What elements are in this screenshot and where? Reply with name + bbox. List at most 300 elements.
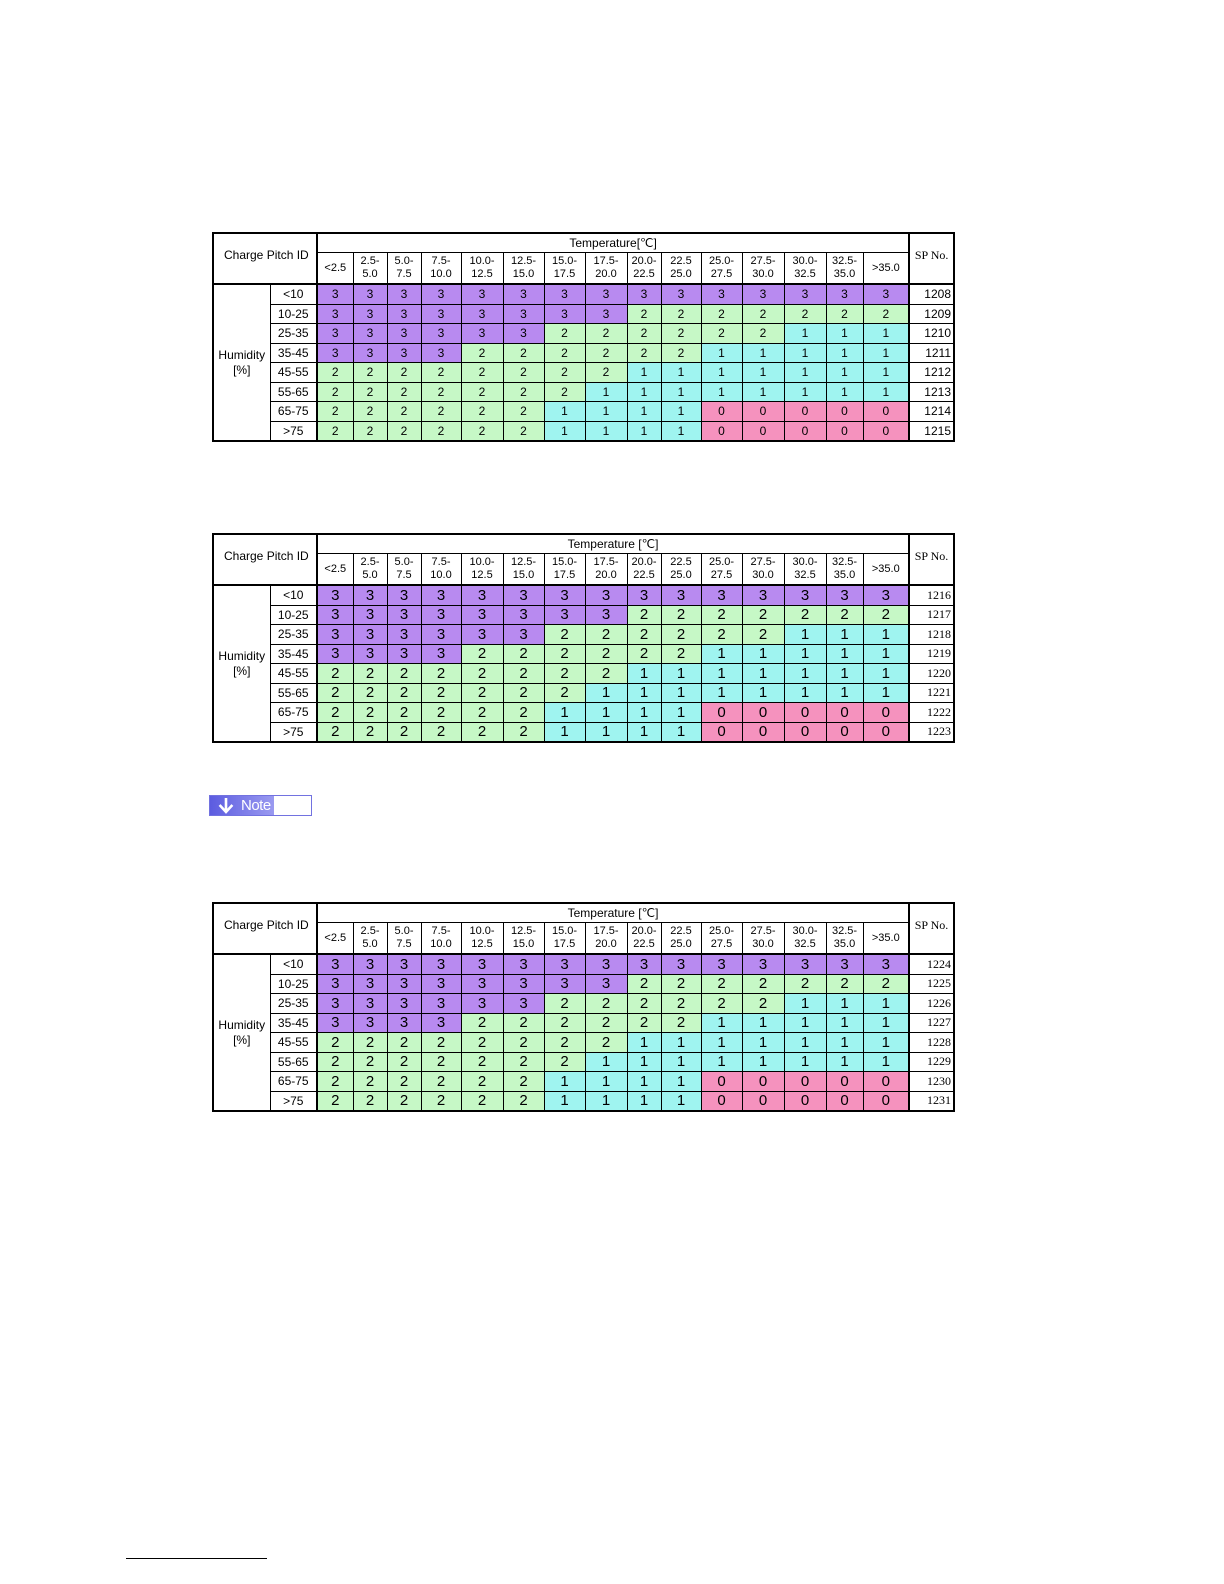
value-cell: 1 [661, 1072, 701, 1092]
sp-number-cell: 1209 [909, 304, 954, 324]
note-label: Note [241, 797, 271, 814]
value-cell: 0 [742, 402, 784, 422]
value-cell: 3 [317, 954, 353, 974]
value-cell: 0 [701, 1072, 742, 1092]
value-cell: 3 [503, 954, 544, 974]
value-cell: 1 [784, 1052, 826, 1072]
value-cell: 3 [421, 343, 461, 363]
value-cell: 2 [353, 402, 387, 422]
temperature-range-cell: 27.5- 30.0 [742, 253, 784, 285]
value-cell: 1 [784, 343, 826, 363]
value-cell: 2 [742, 324, 784, 344]
value-cell: 2 [544, 343, 585, 363]
value-cell: 3 [387, 324, 421, 344]
value-cell: 1 [742, 664, 784, 684]
value-cell: 3 [317, 343, 353, 363]
temperature-range-row [213, 554, 954, 586]
value-cell: 3 [461, 585, 503, 605]
table-row [213, 402, 954, 422]
value-cell: 0 [784, 722, 826, 742]
value-cell: 3 [461, 284, 503, 304]
value-cell: 2 [421, 683, 461, 703]
value-cell: 1 [826, 1013, 863, 1033]
value-cell: 2 [742, 304, 784, 324]
value-cell: 1 [701, 1033, 742, 1053]
temperature-range-cell: 7.5- 10.0 [421, 554, 461, 586]
value-cell: 2 [544, 644, 585, 664]
value-cell: 1 [544, 421, 585, 441]
value-cell: 1 [661, 421, 701, 441]
value-cell: 1 [784, 664, 826, 684]
value-cell: 2 [421, 363, 461, 383]
value-cell: 0 [863, 1091, 909, 1111]
value-cell: 0 [742, 703, 784, 723]
value-cell: 1 [661, 1091, 701, 1111]
value-cell: 3 [317, 994, 353, 1014]
charge-pitch-table-1 [212, 232, 955, 442]
temperature-range-cell: 20.0- 22.5 [627, 923, 661, 955]
temperature-range-cell: 32.5- 35.0 [826, 554, 863, 586]
table-row [213, 703, 954, 723]
temperature-range-cell: 12.5- 15.0 [503, 554, 544, 586]
value-cell: 3 [585, 954, 627, 974]
value-cell: 2 [461, 421, 503, 441]
value-cell: 2 [387, 402, 421, 422]
value-cell: 2 [701, 625, 742, 645]
value-cell: 3 [421, 644, 461, 664]
value-cell: 2 [387, 382, 421, 402]
value-cell: 1 [701, 664, 742, 684]
value-cell: 2 [627, 625, 661, 645]
value-cell: 1 [661, 382, 701, 402]
value-cell: 0 [701, 722, 742, 742]
temperature-range-cell: 32.5- 35.0 [826, 253, 863, 285]
value-cell: 1 [863, 382, 909, 402]
value-cell: 3 [503, 974, 544, 994]
humidity-range-cell: 25-35 [270, 324, 317, 344]
value-cell: 1 [863, 363, 909, 383]
value-cell: 3 [353, 284, 387, 304]
value-cell: 1 [585, 1072, 627, 1092]
value-cell: 1 [627, 1052, 661, 1072]
temperature-range-row [213, 923, 954, 955]
value-cell: 2 [461, 683, 503, 703]
value-cell: 1 [863, 683, 909, 703]
value-cell: 2 [701, 994, 742, 1014]
value-cell: 1 [585, 722, 627, 742]
value-cell: 1 [627, 382, 661, 402]
value-cell: 2 [317, 664, 353, 684]
value-cell: 2 [544, 324, 585, 344]
value-cell: 2 [353, 703, 387, 723]
value-cell: 1 [701, 1013, 742, 1033]
value-cell: 1 [544, 1091, 585, 1111]
sp-number-cell: 1216 [909, 585, 954, 605]
footnote-rule [126, 1558, 267, 1559]
humidity-range-cell: 25-35 [270, 625, 317, 645]
value-cell: 0 [826, 703, 863, 723]
value-cell: 1 [701, 382, 742, 402]
value-cell: 3 [353, 954, 387, 974]
value-cell: 1 [826, 625, 863, 645]
value-cell: 3 [742, 284, 784, 304]
value-cell: 1 [585, 1052, 627, 1072]
value-cell: 3 [387, 994, 421, 1014]
value-cell: 3 [353, 625, 387, 645]
value-cell: 2 [317, 1033, 353, 1053]
value-cell: 3 [317, 605, 353, 625]
value-cell: 3 [317, 974, 353, 994]
value-cell: 2 [387, 363, 421, 383]
value-cell: 2 [701, 974, 742, 994]
value-cell: 1 [784, 363, 826, 383]
value-cell: 1 [627, 363, 661, 383]
value-cell: 3 [503, 304, 544, 324]
value-cell: 3 [826, 284, 863, 304]
value-cell: 1 [784, 1033, 826, 1053]
value-cell: 2 [317, 1052, 353, 1072]
sp-number-cell: 1220 [909, 664, 954, 684]
temperature-range-cell: <2.5 [317, 253, 353, 285]
value-cell: 1 [826, 1052, 863, 1072]
value-cell: 3 [317, 324, 353, 344]
value-cell: 1 [784, 1013, 826, 1033]
sp-number-cell: 1219 [909, 644, 954, 664]
value-cell: 3 [461, 605, 503, 625]
value-cell: 2 [421, 1091, 461, 1111]
temperature-range-cell: <2.5 [317, 554, 353, 586]
value-cell: 2 [503, 1013, 544, 1033]
value-cell: 2 [387, 421, 421, 441]
value-cell: 0 [863, 402, 909, 422]
table-row [213, 1091, 954, 1111]
value-cell: 3 [387, 954, 421, 974]
value-cell: 1 [863, 664, 909, 684]
value-cell: 0 [863, 722, 909, 742]
value-cell: 2 [317, 382, 353, 402]
value-cell: 2 [353, 1072, 387, 1092]
value-cell: 2 [387, 664, 421, 684]
value-cell: 3 [627, 585, 661, 605]
value-cell: 2 [661, 343, 701, 363]
value-cell: 3 [387, 284, 421, 304]
value-cell: 3 [661, 585, 701, 605]
value-cell: 2 [353, 382, 387, 402]
value-cell: 0 [826, 421, 863, 441]
value-cell: 2 [387, 683, 421, 703]
value-cell: 1 [742, 1052, 784, 1072]
value-cell: 3 [387, 1013, 421, 1033]
value-cell: 2 [503, 703, 544, 723]
temperature-range-cell: 27.5- 30.0 [742, 923, 784, 955]
value-cell: 3 [585, 605, 627, 625]
temperature-range-cell: 22.5 25.0 [661, 253, 701, 285]
temperature-range-cell: 30.0- 32.5 [784, 253, 826, 285]
value-cell: 1 [701, 363, 742, 383]
table-row [213, 974, 954, 994]
value-cell: 2 [701, 304, 742, 324]
charge-pitch-table-3 [212, 902, 955, 1112]
temperature-range-cell: 20.0- 22.5 [627, 253, 661, 285]
value-cell: 3 [742, 585, 784, 605]
value-cell: 2 [585, 363, 627, 383]
value-cell: 2 [661, 625, 701, 645]
humidity-range-cell: 10-25 [270, 304, 317, 324]
value-cell: 3 [544, 974, 585, 994]
value-cell: 2 [317, 683, 353, 703]
temperature-range-cell: 25.0- 27.5 [701, 253, 742, 285]
value-cell: 2 [461, 382, 503, 402]
temperature-range-cell: 12.5- 15.0 [503, 923, 544, 955]
table-row [213, 625, 954, 645]
value-cell: 3 [387, 585, 421, 605]
value-cell: 2 [585, 644, 627, 664]
humidity-range-cell: 65-75 [270, 1072, 317, 1092]
charge-pitch-header: Charge Pitch ID [213, 534, 317, 585]
value-cell: 1 [784, 324, 826, 344]
value-cell: 3 [387, 343, 421, 363]
value-cell: 1 [784, 625, 826, 645]
value-cell: 2 [742, 625, 784, 645]
humidity-range-cell: 35-45 [270, 1013, 317, 1033]
value-cell: 2 [317, 1091, 353, 1111]
sp-number-cell: 1222 [909, 703, 954, 723]
table-row [213, 722, 954, 742]
value-cell: 3 [353, 974, 387, 994]
value-cell: 3 [353, 324, 387, 344]
temperature-range-cell: 22.5 25.0 [661, 923, 701, 955]
value-cell: 3 [863, 585, 909, 605]
value-cell: 0 [742, 722, 784, 742]
value-cell: 1 [784, 683, 826, 703]
value-cell: 3 [461, 324, 503, 344]
value-cell: 3 [742, 954, 784, 974]
down-arrow-icon [218, 798, 234, 814]
value-cell: 2 [353, 421, 387, 441]
value-cell: 3 [826, 954, 863, 974]
value-cell: 1 [585, 683, 627, 703]
table-row [213, 1033, 954, 1053]
sp-number-cell: 1221 [909, 683, 954, 703]
value-cell: 2 [585, 625, 627, 645]
sp-number-cell: 1211 [909, 343, 954, 363]
value-cell: 3 [317, 585, 353, 605]
value-cell: 1 [742, 363, 784, 383]
value-cell: 1 [826, 683, 863, 703]
value-cell: 2 [544, 382, 585, 402]
table-row [213, 994, 954, 1014]
value-cell: 2 [461, 402, 503, 422]
value-cell: 2 [317, 363, 353, 383]
value-cell: 1 [863, 1013, 909, 1033]
value-cell: 0 [701, 1091, 742, 1111]
value-cell: 2 [421, 1033, 461, 1053]
value-cell: 3 [421, 304, 461, 324]
sp-number-cell: 1213 [909, 382, 954, 402]
value-cell: 1 [544, 722, 585, 742]
humidity-range-cell: >75 [270, 722, 317, 742]
value-cell: 1 [701, 644, 742, 664]
value-cell: 3 [353, 605, 387, 625]
value-cell: 2 [627, 974, 661, 994]
value-cell: 1 [826, 994, 863, 1014]
value-cell: 1 [742, 343, 784, 363]
value-cell: 2 [701, 324, 742, 344]
humidity-range-cell: 55-65 [270, 1052, 317, 1072]
temperature-range-cell: 12.5- 15.0 [503, 253, 544, 285]
sp-number-cell: 1208 [909, 284, 954, 304]
value-cell: 2 [503, 343, 544, 363]
charge-pitch-header: Charge Pitch ID [213, 903, 317, 954]
value-cell: 3 [421, 954, 461, 974]
value-cell: 2 [421, 382, 461, 402]
value-cell: 2 [585, 324, 627, 344]
value-cell: 1 [661, 363, 701, 383]
value-cell: 2 [353, 1033, 387, 1053]
value-cell: 1 [627, 703, 661, 723]
temperature-range-cell: 7.5- 10.0 [421, 923, 461, 955]
value-cell: 1 [627, 402, 661, 422]
value-cell: 2 [387, 1052, 421, 1072]
humidity-range-cell: 10-25 [270, 974, 317, 994]
value-cell: 3 [317, 1013, 353, 1033]
temperature-range-cell: 15.0- 17.5 [544, 253, 585, 285]
value-cell: 2 [627, 343, 661, 363]
humidity-range-cell: 35-45 [270, 644, 317, 664]
value-cell: 2 [387, 703, 421, 723]
value-cell: 2 [421, 402, 461, 422]
value-cell: 3 [421, 324, 461, 344]
value-cell: 0 [701, 421, 742, 441]
value-cell: 3 [387, 625, 421, 645]
value-cell: 1 [661, 664, 701, 684]
temperature-range-cell: >35.0 [863, 923, 909, 955]
value-cell: 3 [503, 605, 544, 625]
value-cell: 2 [585, 664, 627, 684]
value-cell: 1 [661, 402, 701, 422]
value-cell: 2 [784, 304, 826, 324]
value-cell: 2 [627, 605, 661, 625]
sp-number-cell: 1226 [909, 994, 954, 1014]
value-cell: 3 [544, 585, 585, 605]
value-cell: 3 [585, 304, 627, 324]
temperature-range-cell: 20.0- 22.5 [627, 554, 661, 586]
value-cell: 3 [317, 284, 353, 304]
sp-number-cell: 1228 [909, 1033, 954, 1053]
value-cell: 2 [503, 644, 544, 664]
header-row [213, 903, 954, 923]
value-cell: 2 [503, 722, 544, 742]
value-cell: 1 [585, 382, 627, 402]
humidity-range-cell: 55-65 [270, 683, 317, 703]
temperature-range-cell: 5.0- 7.5 [387, 554, 421, 586]
humidity-header: Humidity [%] [213, 954, 270, 1111]
temperature-range-cell: 2.5- 5.0 [353, 253, 387, 285]
value-cell: 2 [627, 1013, 661, 1033]
temperature-range-cell: 30.0- 32.5 [784, 923, 826, 955]
value-cell: 3 [461, 625, 503, 645]
temperature-range-cell: 25.0- 27.5 [701, 554, 742, 586]
value-cell: 2 [503, 1052, 544, 1072]
value-cell: 2 [826, 605, 863, 625]
temperature-range-cell: 22.5 25.0 [661, 554, 701, 586]
value-cell: 1 [627, 1033, 661, 1053]
value-cell: 2 [353, 664, 387, 684]
value-cell: 3 [461, 974, 503, 994]
table-row [213, 683, 954, 703]
value-cell: 2 [627, 304, 661, 324]
temperature-range-cell: 17.5- 20.0 [585, 253, 627, 285]
value-cell: 2 [461, 1091, 503, 1111]
value-cell: 2 [317, 722, 353, 742]
sp-number-cell: 1229 [909, 1052, 954, 1072]
value-cell: 2 [461, 664, 503, 684]
temperature-range-cell: 15.0- 17.5 [544, 554, 585, 586]
value-cell: 2 [503, 402, 544, 422]
humidity-range-cell: 25-35 [270, 994, 317, 1014]
table-row [213, 954, 954, 974]
value-cell: 2 [421, 421, 461, 441]
value-cell: 2 [742, 994, 784, 1014]
sp-number-cell: 1218 [909, 625, 954, 645]
value-cell: 1 [701, 343, 742, 363]
temperature-range-cell: 5.0- 7.5 [387, 923, 421, 955]
value-cell: 2 [353, 722, 387, 742]
value-cell: 0 [863, 421, 909, 441]
value-cell: 3 [353, 644, 387, 664]
sp-no-header: SP No. [909, 903, 954, 954]
value-cell: 2 [421, 1052, 461, 1072]
value-cell: 1 [701, 1052, 742, 1072]
temperature-header: Temperature[℃] [317, 233, 909, 253]
value-cell: 2 [421, 722, 461, 742]
sp-number-cell: 1212 [909, 363, 954, 383]
value-cell: 1 [585, 402, 627, 422]
temperature-range-cell: 2.5- 5.0 [353, 923, 387, 955]
value-cell: 2 [544, 683, 585, 703]
value-cell: 1 [661, 703, 701, 723]
temperature-range-cell: 10.0- 12.5 [461, 554, 503, 586]
value-cell: 3 [353, 304, 387, 324]
temperature-range-cell: 25.0- 27.5 [701, 923, 742, 955]
value-cell: 3 [421, 585, 461, 605]
value-cell: 3 [627, 284, 661, 304]
value-cell: 3 [317, 304, 353, 324]
value-cell: 2 [544, 994, 585, 1014]
note-label-box [210, 796, 274, 815]
table-row [213, 421, 954, 441]
value-cell: 1 [863, 324, 909, 344]
value-cell: 3 [784, 954, 826, 974]
value-cell: 3 [503, 585, 544, 605]
table-row [213, 1013, 954, 1033]
value-cell: 3 [585, 585, 627, 605]
value-cell: 0 [826, 722, 863, 742]
value-cell: 0 [863, 1072, 909, 1092]
value-cell: 1 [863, 1052, 909, 1072]
humidity-range-cell: 35-45 [270, 343, 317, 363]
value-cell: 1 [826, 363, 863, 383]
value-cell: 3 [421, 284, 461, 304]
value-cell: 0 [784, 421, 826, 441]
value-cell: 2 [387, 1072, 421, 1092]
value-cell: 3 [585, 974, 627, 994]
value-cell: 1 [661, 683, 701, 703]
value-cell: 0 [784, 1072, 826, 1092]
table-row [213, 585, 954, 605]
temperature-range-cell: 5.0- 7.5 [387, 253, 421, 285]
table-row [213, 1052, 954, 1072]
